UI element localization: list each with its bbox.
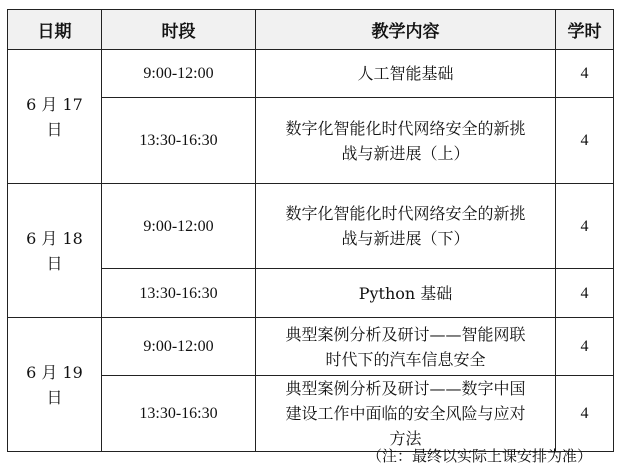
content-line: 时代下的汽车信息安全 [325, 349, 486, 369]
hours-cell: 4 [556, 184, 614, 269]
hours-cell: 4 [556, 318, 614, 376]
content-cell [256, 50, 556, 98]
content-line: 战与新进展（下） [341, 229, 470, 248]
content-line: 人工智能基础 [357, 64, 454, 83]
footnote: （注：最终以实际上课安排为准） [366, 447, 592, 465]
content-line: 战与新进展（上） [341, 143, 470, 163]
hours-cell: 4 [556, 98, 614, 184]
time-cell: 9:00-12:00 [102, 184, 256, 269]
content-line: 典型案例分析及研讨——智能网联 [285, 324, 526, 344]
table-row [8, 318, 614, 376]
schedule-table [7, 9, 614, 452]
content-cell [256, 184, 556, 269]
header-date: 日期 [8, 10, 102, 50]
hours-cell: 4 [556, 269, 614, 318]
header-hours: 学时 [556, 10, 614, 50]
time-cell: 13:30-16:30 [102, 269, 256, 318]
date-cell: 6 月 17 日 [8, 50, 102, 184]
hours-cell: 4 [556, 50, 614, 98]
content-line: 方法 [389, 429, 422, 448]
content-cell [256, 269, 556, 318]
time-cell: 9:00-12:00 [102, 50, 256, 98]
hours-cell: 4 [556, 376, 614, 452]
date-cell: 6 月 19 日 [8, 318, 102, 452]
content-line: Python 基础 [358, 283, 453, 303]
content-line: 建设工作中面临的安全风险与应对 [285, 404, 526, 423]
header-time: 时段 [102, 10, 256, 50]
header-content: 教学内容 [256, 10, 556, 50]
time-cell: 13:30-16:30 [102, 98, 256, 184]
content-cell [256, 376, 556, 452]
header-row [8, 10, 614, 50]
table-row [8, 50, 614, 98]
time-cell: 9:00-12:00 [102, 318, 256, 376]
content-line: 典型案例分析及研讨——数字中国 [285, 379, 526, 398]
table-row [8, 184, 614, 269]
content-cell [256, 98, 556, 184]
content-line: 数字化智能化时代网络安全的新挑 [285, 118, 526, 138]
content-line: 数字化智能化时代网络安全的新挑 [285, 204, 526, 223]
date-cell: 6 月 18 日 [8, 184, 102, 318]
time-cell: 13:30-16:30 [102, 376, 256, 452]
content-cell [256, 318, 556, 376]
